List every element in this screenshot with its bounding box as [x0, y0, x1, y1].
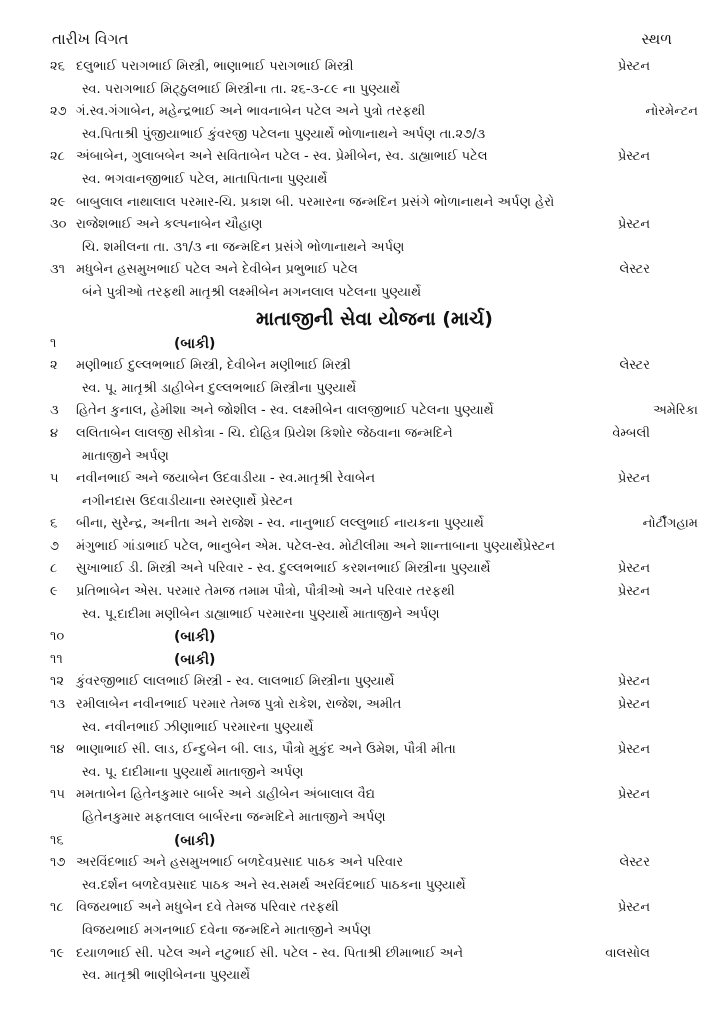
list-item: [0, 146, 722, 169]
entry-text: ગં.સ્વ.ગંગાબેન, મહેન્દ્રભાઈ અને ભાવનાબેન પટેલ અને પુત્રો તરફથી: [76, 104, 426, 120]
entry-place: પ્રેસ્ટન: [617, 561, 650, 577]
list-item: [0, 237, 722, 260]
pending-label: (બાકી): [174, 832, 216, 849]
list-item: [0, 558, 722, 581]
entry-place: લેસ્ટર: [619, 855, 650, 871]
entry-place: પ્રેસ્ટન: [617, 674, 650, 690]
list-item: [0, 259, 722, 282]
entry-continuation-text: સ્વ. માતૃશ્રી ભાણીબેનના પુણ્યાર્થે: [82, 968, 251, 984]
list-item: [0, 446, 722, 469]
list-item: [0, 192, 722, 215]
list-item: [0, 784, 722, 807]
entry-text: લલિતાબેન લાલજી સીકોત્રા - ચિ. દોહિત્ર પ્રિયેશ કિશોર જેઠવાના જન્મદિને: [76, 425, 453, 441]
entry-number: ૧૦: [50, 629, 65, 645]
entry-number: ૧૪: [50, 742, 65, 758]
list-item: [0, 101, 722, 124]
section-heading-row: [0, 305, 722, 333]
entry-number: ૩૧: [50, 262, 66, 278]
entry-number: ૧૨: [50, 674, 65, 690]
list-item: [0, 378, 722, 401]
list-item: [0, 694, 722, 717]
list-item: [0, 762, 722, 785]
list-item: [0, 739, 722, 762]
header-place: સ્થળ: [641, 30, 672, 48]
list-item: [0, 400, 722, 423]
entry-number: ૧૫: [50, 787, 65, 803]
entry-place: લેસ્ટર: [619, 262, 650, 278]
entry-text: સુખાભાઈ ડી. મિસ્ત્રી અને પરિવાર - સ્વ. દુલ્લભભાઈ કરશનભાઈ મિસ્ત્રીના પુણ્યાર્થે: [76, 561, 491, 577]
list-item: [0, 897, 722, 920]
entry-place: પ્રેસ્ટન: [617, 697, 650, 713]
header-date-details: તારીખ વિગત: [52, 30, 129, 48]
list-item: [0, 875, 722, 898]
entry-number: ૩: [50, 403, 59, 419]
entry-place: પ્રેસ્ટન: [617, 149, 650, 165]
entry-continuation-text: બંને પુત્રીઓ તરફથી માતૃશ્રી લક્ષ્મીબેન મગનલાલ પટેલના પુણ્યાર્થે: [82, 284, 422, 300]
entry-number: ૨૯: [50, 194, 66, 210]
list-item: [0, 807, 722, 830]
entry-number: ૯: [50, 584, 58, 600]
entry-text: બીના, સુરેન્દ્ર, અનીતા અને રાજેશ - સ્વ. નાનુભાઈ લલ્લુભાઈ નાયકના પુણ્યાર્થે: [76, 516, 484, 532]
entry-continuation-text: ચિ. શમીલના તા. ૩૧/૩ ના જન્મદિન પ્રસંગે ભોળાનાથને અર્પણ: [82, 239, 405, 255]
entry-place: નોરમેન્ટન: [645, 104, 698, 120]
entry-text: પ્રતિભાબેન એસ. પરમાર તેમજ તમામ પૌત્રો, પૌત્રીઓ અને પરિવાર તરફથી: [76, 584, 455, 600]
list-item: [0, 423, 722, 446]
list-item: [0, 491, 722, 514]
entry-text: મંગુભાઈ ગાંડાભાઈ પટેલ, ભાનુબેન એમ. પટેલ-સ્વ. મોટીલીમા અને શાન્તાબાના પુણ્યાર્થેપ્રેસ્ટન: [76, 538, 555, 554]
entry-continuation-text: સ્વ. ભગવાનજીભાઈ પટેલ, માતાપિતાના પુણ્યાર્થે: [82, 171, 328, 187]
list-item: [0, 355, 722, 378]
entry-number: ૨૬: [50, 59, 65, 74]
entry-place: લેસ્ટર: [619, 358, 650, 374]
entry-number: ૩૦: [50, 217, 67, 233]
entry-continuation-text: સ્વ. પૂ. દાદીમાના પુણ્યાર્થે માતાજીને અર્પણ: [82, 764, 304, 780]
entry-number: ૧: [50, 335, 57, 351]
entry-continuation-text: સ્વ. નવીનભાઈ ઝીણાભાઈ પરમારના પુણ્યાર્થે: [82, 719, 314, 735]
entry-place: વેમ્બલી: [612, 425, 650, 441]
entry-number: ૨૭: [50, 104, 67, 120]
entry-text: ભાણાભાઈ સી. લાડ, ઈન્દુબેન બી. લાડ, પૌત્રો મુકુંદ અને ઉમેશ, પૌત્રી મીતા: [76, 742, 456, 758]
entry-place: પ્રેસ્ટન: [617, 787, 650, 803]
list-item: [0, 214, 722, 237]
entry-number: ૧૮: [50, 900, 64, 916]
entry-continuation-text: હિતેનકુમાર મફતલાલ બાર્બરના જન્મદિને માતાજીને અર્પણ: [82, 810, 386, 825]
entry-number: ૧૧: [50, 651, 63, 667]
entry-text: વિજયભાઈ અને મધુબેન દવે તેમજ પરિવાર તરફથી: [76, 900, 339, 916]
entry-text: રમીલાબેન નવીનભાઈ પરમાર તેમજ પુત્રો રાકેશ, રાજેશ, અમીત: [76, 697, 402, 713]
list-item: [0, 333, 722, 356]
entry-number: ૫: [50, 471, 59, 487]
entry-number: ૪: [50, 425, 59, 441]
pending-label: (બાકી): [174, 335, 216, 352]
list-item: [0, 169, 722, 192]
entry-text: દલુભાઈ પરાગભાઈ મિસ્ત્રી, ભાણાભાઈ પરાગભાઈ મિસ્ત્રી: [76, 59, 354, 74]
list-item: [0, 604, 722, 627]
entry-continuation-text: સ્વ.પિતાશ્રી પુંજીયાભાઈ કુંવરજી પટેલના પુણ્યાર્થે ભોળાનાથને અર્પણ તા.૨૭/૩: [82, 126, 486, 142]
entry-number: ૧૭: [50, 855, 66, 871]
entry-continuation-text: સ્વ. પરાગભાઈ મિટ્ઠુલભાઈ મિસ્ત્રીના તા. ૨૬-૩-૮૯ ના પુણ્યાર્થે: [82, 81, 400, 97]
list-item: [0, 124, 722, 147]
entry-place: નોર્ટીંગહામ: [642, 516, 698, 532]
entry-place: પ્રેસ્ટન: [617, 584, 650, 600]
list-item: [0, 626, 722, 649]
list-item: [0, 671, 722, 694]
entry-continuation-text: માતાજીને અર્પણ: [82, 448, 169, 464]
list-item: [0, 717, 722, 740]
entry-text: રાજેશભાઈ અને કલ્પનાબેન ચૌહાણ: [76, 217, 263, 233]
entry-text: મધુબેન હસમુખભાઈ પટેલ અને દેવીબેન પ્રભુભાઈ પટેલ: [76, 262, 358, 278]
list-item: [0, 536, 722, 559]
entry-continuation-text: સ્વ.દર્શન બળદેવપ્રસાદ પાઠક અને સ્વ.સમર્થ અરવિંદભાઈ પાઠકના પુણ્યાર્થે: [82, 877, 466, 893]
entry-text: અંબાબેન, ગુલાબબેન અને સવિતાબેન પટેલ - સ્વ. પ્રેમીબેન, સ્વ. ડાહ્યાભાઈ પટેલ: [76, 149, 488, 165]
list-item: [0, 513, 722, 536]
list-item: [0, 649, 722, 672]
list-item: [0, 581, 722, 604]
entry-place: વાલસોલ: [605, 945, 650, 961]
entry-text: બાબુલાલ નાથાલાલ પરમાર-ચિ. પ્રકાશ બી. પરમારના જન્મદિન પ્રસંગે ભોળાનાથને અર્પણ હેરો: [76, 194, 555, 210]
entry-number: ૧૩: [50, 697, 66, 713]
entry-text: હિતેન કુનાલ, હેમીશા અને જોશીલ - સ્વ. લક્ષ્મીબેન વાલજીભાઈ પટેલના પુણ્યાર્થે: [76, 403, 494, 419]
entry-text: મમતાબેન હિતેનકુમાર બાર્બર અને ડાહીબેન અંબાલાલ વૈદ્ય: [76, 787, 375, 803]
entries-list: [0, 56, 722, 988]
entry-number: ૨: [50, 358, 58, 374]
list-item: [0, 79, 722, 102]
entry-text: અરવિંદભાઈ અને હસમુખભાઈ બળદેવપ્રસાદ પાઠક અને પરિવાર: [76, 855, 404, 871]
list-item: [0, 282, 722, 305]
entry-number: ૮: [50, 561, 58, 577]
entry-number: ૬: [50, 516, 58, 532]
pending-label: (બાકી): [174, 629, 216, 646]
entry-text: દયાળભાઈ સી. પટેલ અને નટુભાઈ સી. પટેલ - સ્વ. પિતાશ્રી છીમાભાઈ અને: [76, 945, 464, 961]
entry-number: ૧૯: [50, 945, 65, 961]
list-item: [0, 852, 722, 875]
entry-number: ૭: [50, 538, 60, 554]
entry-continuation-text: સ્વ. પૂ.દાદીમા મણીબેન ડાહ્યાભાઈ પરમારના પુણ્યાર્થે માતાજીને અર્પણ: [82, 606, 440, 622]
entry-number: ૨૮: [50, 149, 65, 165]
entry-text: મણીભાઈ દુલ્લભભાઈ મિસ્ત્રી, દેવીબેન મણીભાઈ મિસ્ત્રી: [76, 358, 351, 374]
entry-place: પ્રેસ્ટન: [617, 217, 650, 233]
entry-place: પ્રેસ્ટન: [617, 471, 650, 487]
entry-continuation-text: સ્વ. પૂ. માતૃશ્રી ડાહીબેન દુલ્લભભાઈ મિસ્ત્રીના પુણ્યાર્થે: [82, 380, 357, 396]
entry-place: પ્રેસ્ટન: [617, 59, 650, 74]
entry-place: પ્રેસ્ટન: [617, 900, 650, 916]
pending-label: (બાકી): [174, 651, 216, 668]
entry-continuation-text: નગીનદાસ ઉદવાડીયાના સ્મરણાર્થે પ્રેસ્ટન: [82, 493, 293, 509]
list-item: [0, 830, 722, 853]
list-item: [0, 920, 722, 943]
list-item: [0, 943, 722, 966]
entry-number: ૧૬: [50, 832, 64, 848]
section-heading: માતાજીની સેવા યોજના (માર્ચ): [256, 307, 493, 330]
entry-text: નવીનભાઈ અને જયાબેન ઉદવાડીયા - સ્વ.માતૃશ્રી રેવાબેન: [76, 471, 376, 487]
entry-text: કુંવરજીભાઈ લાલભાઈ મિસ્ત્રી - સ્વ. લાલભાઈ મિસ્ત્રીના પુણ્યાર્થે: [76, 674, 395, 690]
list-item: [0, 468, 722, 491]
entry-place: પ્રેસ્ટન: [617, 742, 650, 758]
entry-place: અમેરિકા: [653, 403, 698, 419]
list-item: [0, 965, 722, 988]
entry-continuation-text: વિજયભાઈ મગનભાઈ દવેના જન્મદિને માતાજીને અર્પણ: [82, 922, 372, 938]
list-item: [0, 56, 722, 79]
